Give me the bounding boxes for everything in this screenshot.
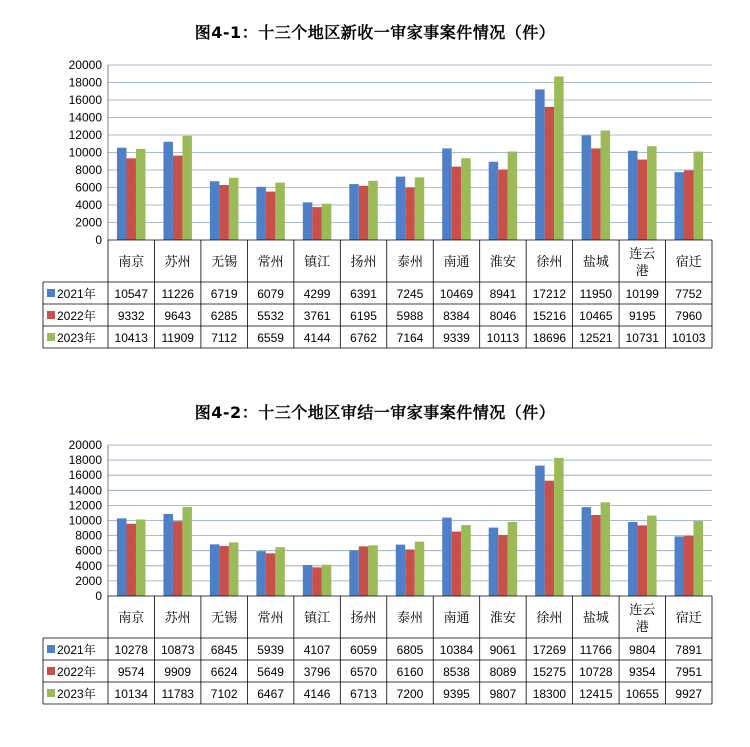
bar-1-5 bbox=[359, 186, 369, 240]
category-label: 南通 bbox=[443, 255, 470, 270]
data-cell: 15216 bbox=[532, 309, 567, 323]
bar-2-7 bbox=[461, 158, 471, 240]
data-cell: 6079 bbox=[257, 287, 284, 301]
data-cell: 9061 bbox=[489, 643, 517, 657]
category-label: 南京 bbox=[118, 255, 145, 270]
data-cell: 7245 bbox=[396, 287, 424, 301]
bar-1-6 bbox=[405, 188, 415, 240]
category-label: 宿迁 bbox=[675, 611, 702, 626]
data-cell: 6570 bbox=[350, 665, 377, 679]
data-cell: 4144 bbox=[303, 331, 331, 345]
data-cell: 8046 bbox=[489, 309, 517, 323]
data-cell: 7891 bbox=[675, 643, 703, 657]
y-tick-label: 16000 bbox=[68, 93, 102, 107]
y-tick-label: 20000 bbox=[68, 438, 102, 452]
y-tick-label: 8000 bbox=[75, 163, 102, 177]
bar-0-5 bbox=[349, 184, 359, 240]
bar-0-9 bbox=[535, 89, 545, 240]
legend-label: 2023年 bbox=[57, 687, 96, 701]
data-cell: 5649 bbox=[257, 665, 284, 679]
bar-1-1 bbox=[173, 156, 183, 240]
bar-2-3 bbox=[275, 547, 285, 596]
bar-1-11 bbox=[638, 160, 648, 240]
data-cell: 6195 bbox=[350, 309, 377, 323]
y-tick-label: 8000 bbox=[75, 528, 102, 543]
bar-1-5 bbox=[359, 546, 369, 596]
y-tick-label: 6000 bbox=[75, 180, 102, 195]
bar-0-11 bbox=[628, 522, 638, 596]
bar-0-12 bbox=[675, 172, 685, 240]
y-tick-label: 18000 bbox=[68, 453, 102, 468]
legend-label: 2021年 bbox=[57, 643, 96, 657]
data-cell: 3796 bbox=[303, 665, 331, 679]
data-cell: 18300 bbox=[532, 687, 567, 701]
bar-1-12 bbox=[684, 536, 694, 596]
data-cell: 10547 bbox=[114, 287, 148, 301]
bar-0-8 bbox=[489, 528, 499, 596]
data-cell: 8941 bbox=[489, 287, 517, 301]
data-cell: 9927 bbox=[675, 687, 703, 701]
category-label: 泰州 bbox=[396, 611, 424, 626]
category-label: 南京 bbox=[118, 611, 145, 626]
data-cell: 17212 bbox=[532, 287, 567, 301]
y-tick-label: 0 bbox=[95, 233, 102, 247]
data-cell: 10655 bbox=[625, 687, 659, 701]
bar-1-9 bbox=[545, 481, 555, 596]
data-cell: 17269 bbox=[532, 643, 567, 657]
category-label: 宿迁 bbox=[675, 255, 702, 270]
bar-1-0 bbox=[126, 524, 136, 596]
bar-2-5 bbox=[368, 545, 378, 596]
y-tick-label: 18000 bbox=[68, 75, 102, 90]
bar-2-1 bbox=[182, 136, 192, 240]
data-cell: 10278 bbox=[114, 643, 148, 657]
data-cell: 6845 bbox=[210, 643, 238, 657]
category-label: 扬州 bbox=[350, 611, 377, 626]
bar-0-2 bbox=[210, 544, 220, 596]
data-cell: 6467 bbox=[257, 687, 284, 701]
bar-2-6 bbox=[415, 542, 425, 596]
category-label: 徐州 bbox=[536, 611, 563, 626]
chart-2-title: 图4-2：十三个地区审结一审家事案件情况（件） bbox=[194, 403, 556, 422]
bar-0-7 bbox=[442, 518, 452, 596]
bar-2-4 bbox=[322, 204, 332, 240]
y-tick-label: 2000 bbox=[75, 573, 102, 588]
y-tick-label: 16000 bbox=[68, 468, 102, 483]
bar-2-11 bbox=[647, 146, 657, 240]
data-cell: 6059 bbox=[350, 643, 377, 657]
bar-1-1 bbox=[173, 521, 183, 596]
data-cell: 7960 bbox=[675, 309, 703, 323]
legend-key-2 bbox=[47, 333, 55, 341]
data-cell: 15275 bbox=[532, 665, 567, 679]
data-cell: 11226 bbox=[161, 287, 194, 301]
data-cell: 6762 bbox=[350, 331, 377, 345]
data-cell: 3761 bbox=[303, 309, 331, 323]
data-cell: 4107 bbox=[303, 643, 331, 657]
bar-1-12 bbox=[684, 170, 694, 240]
bar-1-7 bbox=[452, 167, 462, 240]
bar-1-8 bbox=[498, 170, 508, 240]
data-cell: 10465 bbox=[579, 309, 613, 323]
data-cell: 9643 bbox=[164, 309, 192, 323]
bar-0-5 bbox=[349, 550, 359, 596]
bar-1-2 bbox=[219, 185, 229, 240]
data-cell: 7164 bbox=[396, 331, 424, 345]
y-tick-label: 10000 bbox=[68, 513, 102, 528]
data-cell: 18696 bbox=[532, 331, 567, 345]
bar-1-10 bbox=[591, 148, 601, 240]
data-cell: 10103 bbox=[672, 331, 706, 345]
data-cell: 4299 bbox=[303, 287, 331, 301]
category-label: 镇江 bbox=[304, 255, 331, 270]
bar-1-6 bbox=[405, 549, 415, 596]
data-cell: 9354 bbox=[628, 665, 656, 679]
legend-key-2 bbox=[47, 689, 55, 697]
data-cell: 11783 bbox=[161, 687, 194, 701]
category-label: 镇江 bbox=[304, 611, 331, 626]
y-tick-label: 14000 bbox=[68, 110, 102, 125]
y-tick-label: 0 bbox=[95, 589, 102, 603]
bar-2-8 bbox=[508, 152, 518, 240]
legend-label: 2022年 bbox=[57, 309, 96, 323]
legend-key-0 bbox=[47, 289, 55, 297]
category-label: 盐城 bbox=[582, 611, 609, 626]
bar-1-7 bbox=[452, 532, 462, 596]
data-cell: 10384 bbox=[439, 643, 474, 657]
y-tick-label: 4000 bbox=[75, 558, 102, 573]
bar-2-10 bbox=[601, 502, 611, 596]
bar-1-0 bbox=[126, 158, 136, 240]
data-cell: 8538 bbox=[443, 665, 470, 679]
bar-1-4 bbox=[312, 567, 322, 596]
category-label: 苏州 bbox=[164, 611, 191, 626]
y-tick-label: 10000 bbox=[68, 145, 102, 160]
bar-1-3 bbox=[266, 553, 276, 596]
bar-2-1 bbox=[182, 507, 192, 596]
data-cell: 5939 bbox=[257, 643, 284, 657]
category-label: 港 bbox=[635, 620, 649, 635]
bar-2-12 bbox=[694, 152, 704, 240]
data-cell: 8089 bbox=[489, 665, 517, 679]
data-cell: 9395 bbox=[443, 687, 470, 701]
bar-0-0 bbox=[117, 148, 127, 240]
y-tick-label: 4000 bbox=[75, 198, 102, 212]
legend-key-1 bbox=[47, 311, 55, 319]
bar-0-11 bbox=[628, 151, 638, 240]
data-cell: 6719 bbox=[210, 287, 238, 301]
bar-0-6 bbox=[396, 545, 406, 596]
bar-2-12 bbox=[694, 521, 704, 596]
bar-0-9 bbox=[535, 466, 545, 596]
bar-2-8 bbox=[508, 522, 518, 596]
data-cell: 7102 bbox=[210, 687, 238, 701]
bar-0-0 bbox=[117, 518, 127, 596]
data-cell: 10134 bbox=[114, 687, 148, 701]
bar-2-2 bbox=[229, 542, 239, 596]
category-label: 苏州 bbox=[164, 255, 191, 270]
data-cell: 10873 bbox=[161, 643, 195, 657]
category-label: 常州 bbox=[257, 255, 284, 270]
bar-2-4 bbox=[322, 565, 332, 596]
legend-key-0 bbox=[47, 645, 55, 653]
bar-2-3 bbox=[275, 183, 285, 240]
data-cell: 9195 bbox=[628, 309, 656, 323]
bar-2-0 bbox=[136, 519, 146, 596]
category-label: 连云 bbox=[629, 603, 656, 618]
data-cell: 4146 bbox=[303, 687, 331, 701]
data-cell: 6160 bbox=[396, 665, 424, 679]
bar-0-8 bbox=[489, 162, 499, 240]
data-cell: 9804 bbox=[628, 643, 656, 657]
data-cell: 10413 bbox=[114, 331, 148, 345]
bar-0-6 bbox=[396, 177, 406, 240]
category-label: 南通 bbox=[443, 611, 470, 626]
bar-2-2 bbox=[229, 178, 239, 240]
bar-0-3 bbox=[256, 187, 266, 240]
bar-0-10 bbox=[582, 135, 592, 240]
bar-2-11 bbox=[647, 516, 657, 596]
legend-label: 2023年 bbox=[57, 331, 96, 345]
category-label: 徐州 bbox=[536, 255, 563, 270]
category-label: 连云 bbox=[629, 247, 656, 262]
data-cell: 7752 bbox=[675, 287, 703, 301]
y-tick-label: 12000 bbox=[68, 498, 102, 513]
bar-2-5 bbox=[368, 181, 378, 240]
data-cell: 11909 bbox=[161, 331, 194, 345]
data-cell: 6624 bbox=[210, 665, 238, 679]
bar-1-2 bbox=[219, 546, 229, 596]
y-tick-label: 20000 bbox=[68, 58, 102, 72]
data-cell: 5532 bbox=[257, 309, 284, 323]
category-label: 扬州 bbox=[350, 255, 377, 270]
bar-0-10 bbox=[582, 507, 592, 596]
data-cell: 7951 bbox=[675, 665, 703, 679]
data-cell: 6285 bbox=[210, 309, 238, 323]
data-cell: 10199 bbox=[625, 287, 659, 301]
bar-2-9 bbox=[554, 458, 564, 596]
legend-key-1 bbox=[47, 667, 55, 675]
data-cell: 9332 bbox=[117, 309, 145, 323]
category-label: 常州 bbox=[257, 611, 284, 626]
category-label: 淮安 bbox=[489, 611, 516, 626]
data-cell: 10728 bbox=[579, 665, 613, 679]
bar-2-10 bbox=[601, 130, 611, 240]
data-cell: 10113 bbox=[486, 331, 520, 345]
y-tick-label: 6000 bbox=[75, 543, 102, 558]
bar-0-4 bbox=[303, 202, 313, 240]
category-label: 港 bbox=[635, 264, 649, 279]
bar-1-3 bbox=[266, 192, 276, 240]
bar-2-9 bbox=[554, 76, 564, 240]
chart-1 bbox=[0, 50, 750, 390]
bar-2-7 bbox=[461, 525, 471, 596]
data-cell: 5988 bbox=[396, 309, 424, 323]
legend-label: 2021年 bbox=[57, 287, 96, 301]
category-label: 淮安 bbox=[489, 255, 516, 270]
chart-1-title: 图4-1：十三个地区新收一审家事案件情况（件） bbox=[194, 23, 556, 42]
category-label: 盐城 bbox=[582, 255, 609, 270]
y-tick-label: 2000 bbox=[75, 215, 102, 230]
bar-0-7 bbox=[442, 148, 452, 240]
data-cell: 12415 bbox=[579, 687, 613, 701]
category-label: 泰州 bbox=[396, 255, 424, 270]
data-cell: 11766 bbox=[579, 643, 613, 657]
chart-2 bbox=[0, 430, 750, 720]
data-cell: 8384 bbox=[443, 309, 470, 323]
category-label: 无锡 bbox=[211, 611, 238, 626]
data-cell: 9339 bbox=[443, 331, 470, 345]
y-tick-label: 14000 bbox=[68, 483, 102, 498]
category-label: 无锡 bbox=[211, 255, 238, 270]
bar-2-6 bbox=[415, 177, 425, 240]
data-cell: 6559 bbox=[257, 331, 284, 345]
bar-1-4 bbox=[312, 207, 322, 240]
bar-1-8 bbox=[498, 535, 508, 596]
data-cell: 11950 bbox=[579, 287, 613, 301]
data-cell: 7112 bbox=[211, 331, 238, 345]
bar-0-1 bbox=[163, 514, 173, 596]
data-cell: 7200 bbox=[396, 687, 424, 701]
y-tick-label: 12000 bbox=[68, 128, 102, 142]
data-cell: 6391 bbox=[350, 287, 377, 301]
data-cell: 6805 bbox=[396, 643, 424, 657]
data-cell: 9807 bbox=[489, 687, 517, 701]
bar-0-1 bbox=[163, 142, 173, 240]
data-cell: 9574 bbox=[117, 665, 145, 679]
bar-0-2 bbox=[210, 181, 220, 240]
data-cell: 10731 bbox=[625, 331, 659, 345]
data-cell: 10469 bbox=[439, 287, 474, 301]
bar-2-0 bbox=[136, 149, 146, 240]
legend-label: 2022年 bbox=[57, 665, 96, 679]
bar-0-4 bbox=[303, 565, 313, 596]
bar-0-3 bbox=[256, 551, 266, 596]
data-cell: 9909 bbox=[164, 665, 192, 679]
data-cell: 6713 bbox=[350, 687, 377, 701]
bar-1-10 bbox=[591, 515, 601, 596]
bar-1-9 bbox=[545, 107, 555, 240]
bar-1-11 bbox=[638, 525, 648, 596]
data-cell: 12521 bbox=[579, 331, 613, 345]
bar-0-12 bbox=[675, 536, 685, 596]
